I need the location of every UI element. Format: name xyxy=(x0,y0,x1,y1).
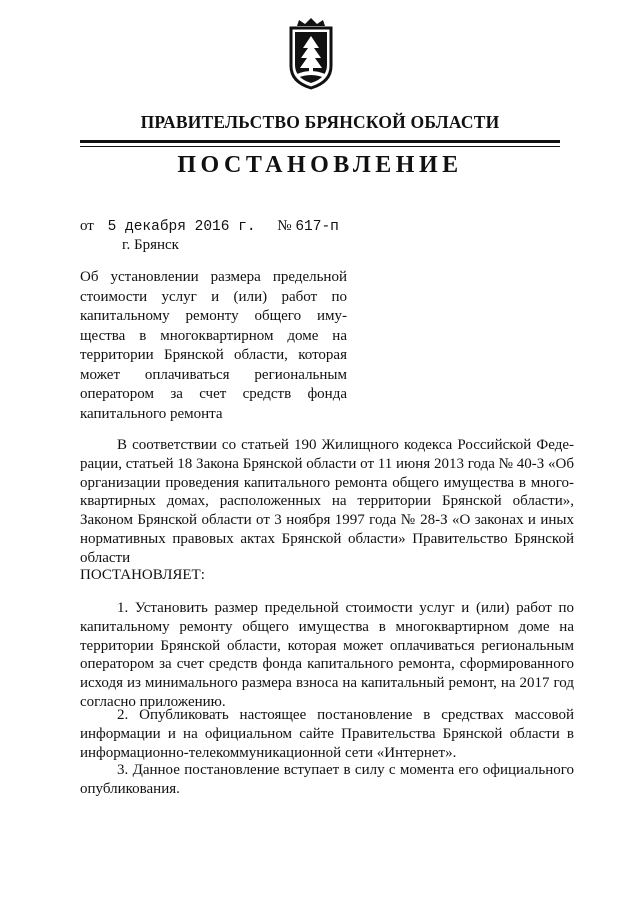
clause-line: информационно-телекоммуникационной сети «Интернет». xyxy=(80,744,457,761)
subject-line: Об установлении размера предельной xyxy=(80,269,347,285)
date-prefix: от xyxy=(80,218,94,234)
preamble-line: В соответствии со статьей 190 Жилищного кодекса Российской Феде- xyxy=(117,437,574,453)
clause-3 xyxy=(80,761,574,799)
preamble-line: рации, статьей 18 Закона Брянской области от 11 июня 2013 года № 40-З «Об xyxy=(80,455,574,472)
clause-line: территории Брянской области, которая может оплачиваться региональным xyxy=(80,637,574,654)
document-type-heading: ПОСТАНОВЛЕНИЕ xyxy=(177,152,463,178)
number-sign: № xyxy=(277,218,292,234)
clause-line: 3. Данное постановление вступает в силу с момента его официального xyxy=(117,762,574,778)
subject-line: может оплачиваться региональным xyxy=(80,366,347,383)
subject-line: стоимости услуг и (или) работ по xyxy=(80,288,347,305)
header-rule-thick xyxy=(80,140,560,143)
clause-line: исходя из минимального размера взноса на капитальный ремонт, на 2017 год xyxy=(80,675,574,692)
date-number-line xyxy=(80,218,339,235)
document-number: 617-п xyxy=(295,219,339,235)
preamble-line: нормативных правовых актах Брянской области» Правительство Брянской xyxy=(80,530,574,547)
clause-line: опубликования. xyxy=(80,780,180,797)
clause-2 xyxy=(80,706,574,762)
clause-line: капитальному ремонту общего имущества в многоквартирном доме на xyxy=(80,618,574,635)
subject-line: щества в многоквартирном доме на xyxy=(80,327,347,344)
clause-line: 1. Установить размер предельной стоимости услуг и (или) работ по xyxy=(117,600,574,616)
clause-1 xyxy=(80,599,574,712)
clause-line: оператором за счет средств фонда капитального ремонта, сформированного xyxy=(80,656,574,673)
preamble-paragraph xyxy=(80,436,574,568)
document-city: г. Брянск xyxy=(122,237,179,253)
document-subject xyxy=(80,268,347,424)
coat-of-arms-emblem xyxy=(283,12,339,92)
subject-line: капитальному ремонту общего иму- xyxy=(80,308,347,324)
resolve-word: ПОСТАНОВЛЯЕТ: xyxy=(80,567,205,583)
subject-line: оператором за счет средств фонда xyxy=(80,386,347,402)
clause-line: информации и на официальном сайте Правительства Брянской области в xyxy=(80,725,574,742)
document-date: 5 декабря 2016 г. xyxy=(107,219,256,235)
clause-line: согласно приложению. xyxy=(80,693,226,710)
header-rule-thin xyxy=(80,146,560,147)
clause-line: 2. Опубликовать настоящее постановление в средствах массовой xyxy=(117,707,574,723)
preamble-line: области xyxy=(80,549,131,566)
government-title: ПРАВИТЕЛЬСТВО БРЯНСКОЙ ОБЛАСТИ xyxy=(140,112,500,132)
preamble-line: организации проведения капитального ремонта общего имущества в много- xyxy=(80,474,574,491)
subject-line: капитального ремонта xyxy=(80,405,223,422)
preamble-line: Законом Брянской области от 3 ноября 1997 года № 28-З «О законах и иных xyxy=(80,512,574,529)
preamble-line: квартирных домах, расположенных на территории Брянской области», xyxy=(80,493,574,510)
subject-line: территории Брянской области, которая xyxy=(80,347,347,363)
